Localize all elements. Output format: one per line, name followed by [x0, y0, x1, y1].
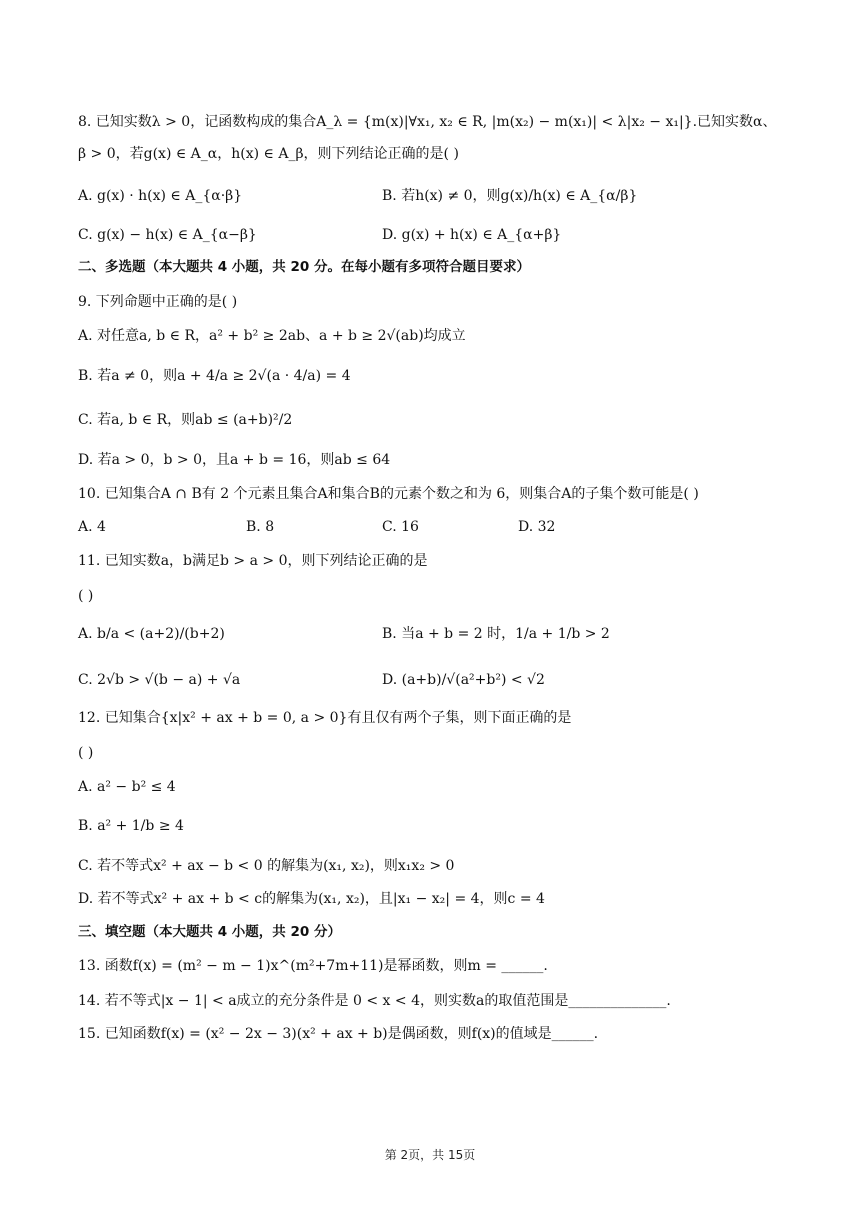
- q11-stem: 11. 已知实数a，b满足b > a > 0，则下列结论正确的是: [78, 553, 428, 569]
- q14-stem: 14. 若不等式|x − 1| < a成立的充分条件是 0 < x < 4，则实数a的取值范围是______________.: [78, 993, 671, 1009]
- q11-option-b: B. 当a + b = 2 时，1/a + 1/b > 2: [382, 626, 610, 642]
- q12-option-c: C. 若不等式x² + ax − b < 0 的解集为(x₁, x₂)，则x₁x₂ > 0: [78, 858, 455, 874]
- section-heading-multiple-choice: 二、多选题（本大题共 4 小题，共 20 分。在每小题有多项符合题目要求）: [78, 259, 530, 275]
- q8-option-c: C. g(x) − h(x) ∈ A_{α−β}: [78, 227, 257, 243]
- q12-option-d: D. 若不等式x² + ax + b < c的解集为(x₁, x₂)，且|x₁ − x₂| = 4，则c = 4: [78, 891, 545, 907]
- q12-option-a: A. a² − b² ≤ 4: [78, 779, 176, 795]
- q9-option-d: D. 若a > 0，b > 0，且a + b = 16，则ab ≤ 64: [78, 452, 391, 468]
- q10-option-c: C. 16: [382, 519, 419, 535]
- q8-stem-line2: β > 0，若g(x) ∈ A_α，h(x) ∈ A_β，则下列结论正确的是( ): [78, 146, 459, 162]
- q9-option-b: B. 若a ≠ 0，则a + 4/a ≥ 2√(a · 4/a) = 4: [78, 368, 351, 384]
- q8-option-b: B. 若h(x) ≠ 0，则g(x)/h(x) ∈ A_{α/β}: [382, 188, 638, 204]
- q8-stem-line1: 8. 已知实数λ > 0，记函数构成的集合A_λ = {m(x)|∀x₁, x₂ ∈ R, |m(x₂) − m(x₁)| < λ|x₂ − x₁|}.已知实数α、: [78, 114, 777, 130]
- q13-stem: 13. 函数f(x) = (m² − m − 1)x^(m²+7m+11)是幂函数，则m = ______.: [78, 958, 548, 974]
- q10-option-a: A. 4: [78, 519, 106, 535]
- q12-option-b: B. a² + 1/b ≥ 4: [78, 818, 184, 834]
- q11-answer-paren: ( ): [78, 588, 94, 604]
- q11-option-a: A. b/a < (a+2)/(b+2): [78, 626, 225, 642]
- q12-stem: 12. 已知集合{x|x² + ax + b = 0, a > 0}有且仅有两个子集，则下面正确的是: [78, 710, 572, 726]
- q10-stem: 10. 已知集合A ∩ B有 2 个元素且集合A和集合B的元素个数之和为 6，则集合A的子集个数可能是( ): [78, 486, 699, 502]
- q9-option-a: A. 对任意a, b ∈ R，a² + b² ≥ 2ab、a + b ≥ 2√(ab)均成立: [78, 328, 466, 344]
- q11-option-d: D. (a+b)/√(a²+b²) < √2: [382, 672, 545, 688]
- q8-option-d: D. g(x) + h(x) ∈ A_{α+β}: [382, 227, 562, 243]
- q11-option-c: C. 2√b > √(b − a) + √a: [78, 672, 241, 688]
- section-heading-fill-in: 三、填空题（本大题共 4 小题，共 20 分）: [78, 924, 341, 940]
- q10-option-b: B. 8: [246, 519, 275, 535]
- q9-option-c: C. 若a, b ∈ R，则ab ≤ (a+b)²/2: [78, 412, 293, 428]
- q12-answer-paren: ( ): [78, 745, 94, 761]
- q15-stem: 15. 已知函数f(x) = (x² − 2x − 3)(x² + ax + b)是偶函数，则f(x)的值域是______.: [78, 1026, 599, 1042]
- q9-stem: 9. 下列命题中正确的是( ): [78, 294, 238, 310]
- q10-option-d: D. 32: [518, 519, 556, 535]
- page-footer: 第 2页，共 15页: [384, 1148, 476, 1162]
- q8-option-a: A. g(x) · h(x) ∈ A_{α·β}: [78, 188, 243, 204]
